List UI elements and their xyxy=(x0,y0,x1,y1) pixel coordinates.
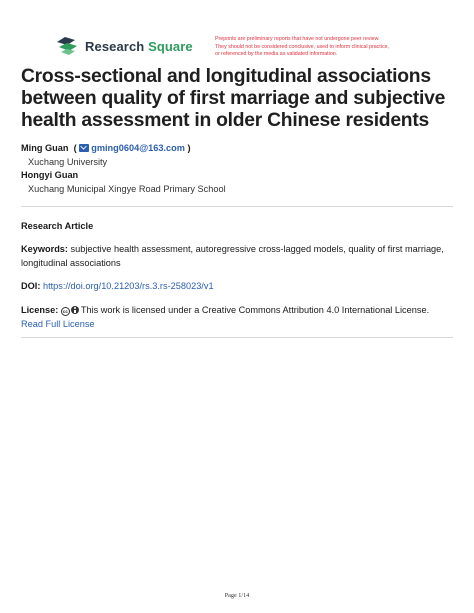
author-affiliation: Xuchang Municipal Xingye Road Primary School xyxy=(28,183,226,194)
author-affiliation: Xuchang University xyxy=(28,156,108,167)
article-type-label: Research Article xyxy=(21,221,94,231)
license-text: This work is licensed under a Creative Commons Attribution 4.0 International License. xyxy=(80,305,430,315)
article-type xyxy=(21,220,453,234)
title-line: health assessment in older Chinese residents xyxy=(21,110,429,131)
read-full-license-link[interactable]: Read Full License xyxy=(21,318,95,329)
logo-word-research: Research xyxy=(85,38,145,54)
page-number: Page 1/14 xyxy=(224,592,250,599)
disclaimer-line: Preprints are preliminary reports that have not undergone peer review. xyxy=(215,36,380,42)
keywords-text: subjective health assessment, autoregressive cross-lagged models, quality of first marriage, xyxy=(70,244,444,254)
envelope-icon xyxy=(79,144,89,152)
doi-label: DOI: xyxy=(21,281,41,291)
keywords-section xyxy=(21,243,453,270)
logo-text xyxy=(85,39,193,54)
disclaimer-line: They should not be considered conclusive, used to inform clinical practice, xyxy=(215,43,390,50)
license-label: License: xyxy=(21,305,59,315)
author-name: Ming Guan xyxy=(21,143,69,153)
paper-title xyxy=(21,66,461,132)
keywords-text-continued: longitudinal associations xyxy=(21,257,121,268)
author-list xyxy=(21,142,226,196)
preprint-disclaimer xyxy=(215,36,455,59)
section-divider xyxy=(21,206,453,207)
preprint-header xyxy=(0,0,474,64)
email-open-paren: ( xyxy=(73,143,77,153)
author-email: gming0604@163.com xyxy=(91,143,185,153)
email-close-paren: ) xyxy=(187,143,191,153)
disclaimer-line: or referenced by the media as validated information. xyxy=(215,51,338,57)
author-1 xyxy=(21,142,226,156)
license-section xyxy=(21,304,453,331)
by-attribution-icon xyxy=(71,306,79,314)
research-square-logo-icon xyxy=(57,36,79,56)
cc-icon: cc xyxy=(62,309,68,314)
author-2 xyxy=(21,169,226,183)
title-line: between quality of first marriage and subjective xyxy=(21,88,446,109)
author-name: Hongyi Guan xyxy=(21,170,79,180)
author-email-link[interactable] xyxy=(79,143,185,153)
logo-word-square: Square xyxy=(148,38,193,54)
section-divider xyxy=(21,337,453,338)
research-square-logo[interactable] xyxy=(57,36,193,56)
doi-link[interactable]: https://doi.org/10.21203/rs.3.rs-258023/v1 xyxy=(42,281,214,291)
title-line: Cross-sectional and longitudinal associations xyxy=(21,66,431,87)
keywords-label: Keywords: xyxy=(21,244,68,254)
doi-section xyxy=(21,280,453,294)
